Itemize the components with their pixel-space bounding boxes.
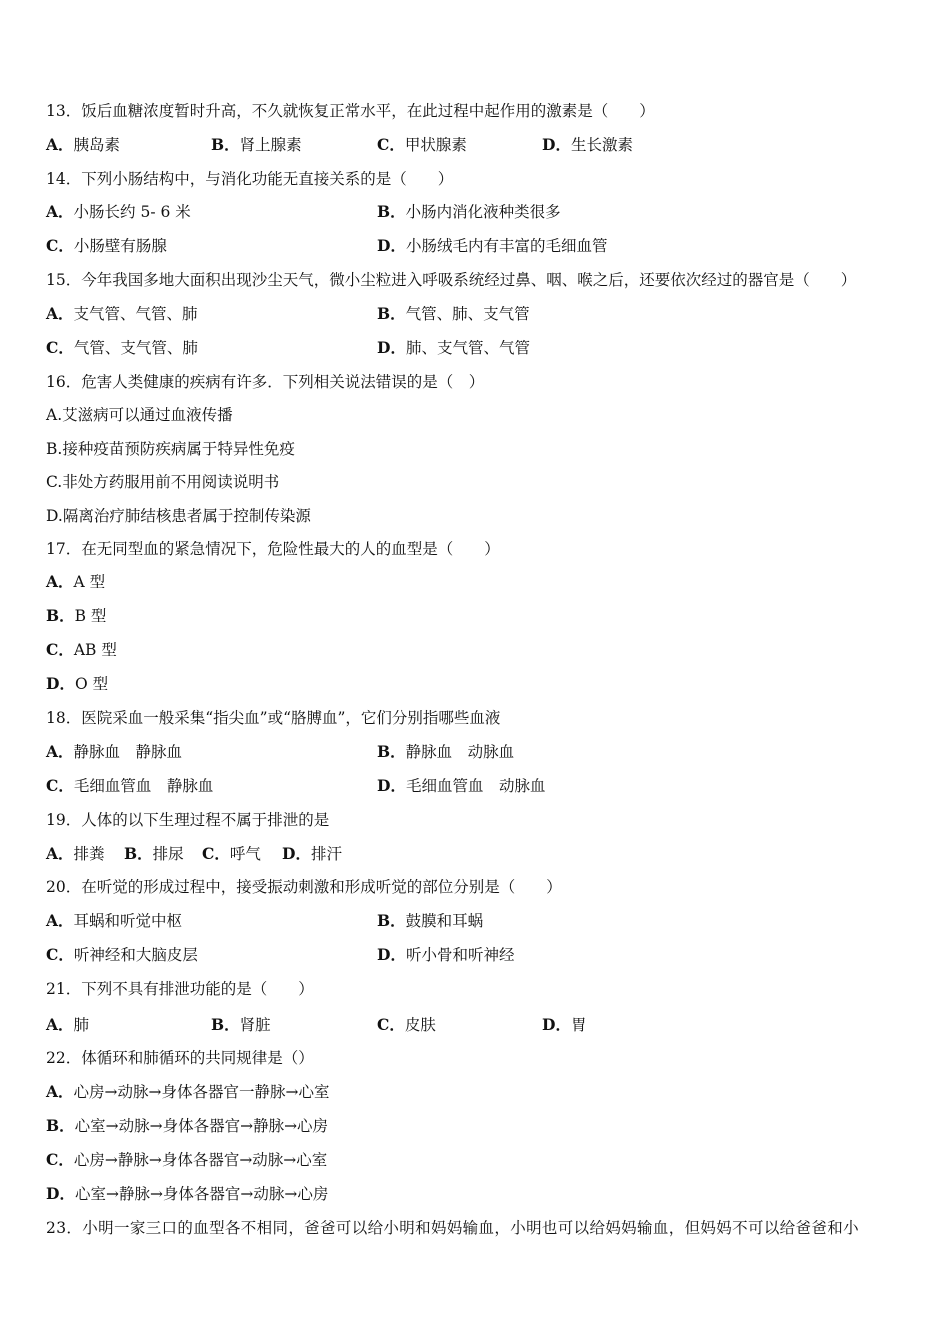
option-a: A．耳蜗和听觉中枢 <box>46 911 183 930</box>
option-a: A．心房→动脉→身体各器官一静脉→心室 <box>46 1082 330 1101</box>
option-b: B．心室→动脉→身体各器官→静脉→心房 <box>46 1116 329 1135</box>
question-23: 23．小明一家三口的血型各不相同，爸爸可以给小明和妈妈输血，小明也可以给妈妈输血，但妈妈不可以给爸爸和小 <box>46 1219 859 1237</box>
option-d: D．排汗 <box>282 844 342 863</box>
option-c: C．AB 型 <box>46 640 117 659</box>
option-c: C.非处方药服用前不用阅读说明书 <box>46 473 280 491</box>
option-c: C．甲状腺素 <box>377 135 467 154</box>
question-13: 13．饭后血糖浓度暂时升高，不久就恢复正常水平，在此过程中起作用的激素是（ ） <box>46 102 655 120</box>
question-19: 19．人体的以下生理过程不属于排泄的是 <box>46 811 330 829</box>
option-c: C．心房→静脉→身体各器官→动脉→心室 <box>46 1150 328 1169</box>
option-c: C．呼气 <box>202 844 261 863</box>
option-a: A．排粪 <box>46 844 105 863</box>
option-d: D．胃 <box>542 1015 587 1034</box>
option-d: D.隔离治疗肺结核患者属于控制传染源 <box>46 507 311 525</box>
option-b: B．肾脏 <box>211 1015 271 1034</box>
option-a: A．支气管、气管、肺 <box>46 304 198 323</box>
option-d: D．毛细血管血 动脉血 <box>377 776 546 795</box>
option-c: C．气管、支气管、肺 <box>46 338 198 357</box>
option-b: B.接种疫苗预防疾病属于特异性免疫 <box>46 440 295 458</box>
option-b: B．肾上腺素 <box>211 135 302 154</box>
option-b: B．静脉血 动脉血 <box>377 742 515 761</box>
option-c: C．毛细血管血 静脉血 <box>46 776 214 795</box>
option-d: D．小肠绒毛内有丰富的毛细血管 <box>377 236 608 255</box>
option-b: B．鼓膜和耳蜗 <box>377 911 484 930</box>
option-a: A．小肠长约 5- 6 米 <box>46 202 191 221</box>
question-20: 20．在听觉的形成过程中，接受振动刺激和形成听觉的部位分别是（ ） <box>46 878 562 896</box>
option-d: D．O 型 <box>46 674 109 693</box>
option-c: C．听神经和大脑皮层 <box>46 945 198 964</box>
option-a: A．胰岛素 <box>46 135 121 154</box>
option-b: B．小肠内消化液种类很多 <box>377 202 561 221</box>
option-d: D．听小骨和听神经 <box>377 945 515 964</box>
option-c: C．皮肤 <box>377 1015 436 1034</box>
question-21: 21．下列不具有排泄功能的是（ ） <box>46 980 314 998</box>
option-a: A．A 型 <box>46 572 106 591</box>
option-d: D．肺、支气管、气管 <box>377 338 530 357</box>
option-b: B．排尿 <box>124 844 184 863</box>
option-d: D．生长激素 <box>542 135 633 154</box>
option-b: B．气管、肺、支气管 <box>377 304 530 323</box>
option-d: D．心室→静脉→身体各器官→动脉→心房 <box>46 1184 329 1203</box>
question-14: 14．下列小肠结构中，与消化功能无直接关系的是（ ） <box>46 170 454 188</box>
option-c: C．小肠壁有肠腺 <box>46 236 167 255</box>
option-a: A．肺 <box>46 1015 90 1034</box>
question-16: 16．危害人类健康的疾病有许多．下列相关说法错误的是（ ） <box>46 373 485 391</box>
question-17: 17．在无同型血的紧急情况下，危险性最大的人的血型是（ ） <box>46 540 500 558</box>
option-a: A．静脉血 静脉血 <box>46 742 183 761</box>
question-22: 22．体循环和肺循环的共同规律是（） <box>46 1049 314 1067</box>
option-b: B．B 型 <box>46 606 107 625</box>
question-15: 15．今年我国多地大面积出现沙尘天气，微小尘粒进入呼吸系统经过鼻、咽、喉之后，还要依次经过的器官是（ ） <box>46 271 857 289</box>
question-18: 18．医院采血一般采集“指尖血”或“胳膊血”，它们分别指哪些血液 <box>46 709 501 727</box>
option-a: A.艾滋病可以通过血液传播 <box>46 406 233 424</box>
